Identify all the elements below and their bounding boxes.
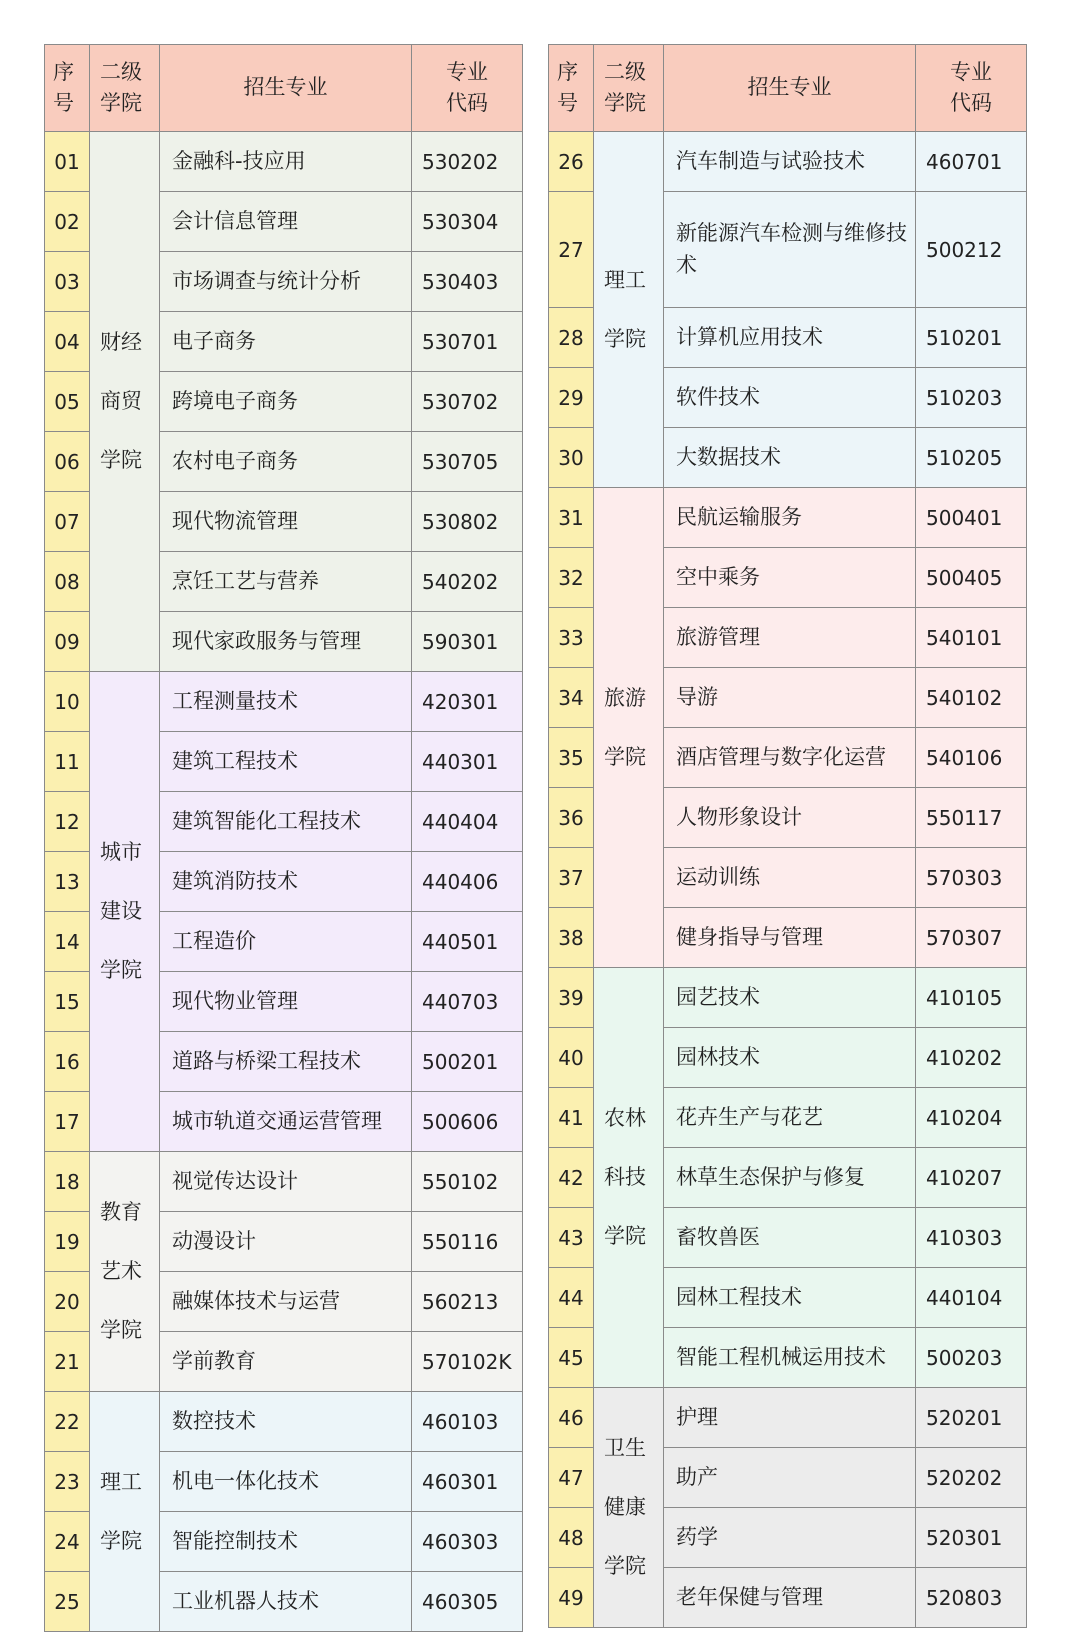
major-code: 500212 [916,192,1027,308]
major-name: 健身指导与管理 [664,908,916,968]
header-row [549,45,1027,132]
major-name: 建筑智能化工程技术 [160,792,412,852]
header-code: 专业代码 [412,45,523,132]
row-seq: 42 [549,1148,594,1208]
major-name: 建筑工程技术 [160,732,412,792]
row-seq: 17 [45,1092,90,1152]
major-code: 570303 [916,848,1027,908]
major-code: 440501 [412,912,523,972]
major-name: 汽车制造与试验技术 [664,132,916,192]
major-name: 民航运输服务 [664,488,916,548]
major-name: 酒店管理与数字化运营 [664,728,916,788]
row-seq: 46 [549,1388,594,1448]
row-seq: 01 [45,132,90,192]
row-seq: 35 [549,728,594,788]
majors-table-right [548,44,1027,1628]
major-code: 540101 [916,608,1027,668]
major-code: 410303 [916,1208,1027,1268]
row-seq: 02 [45,192,90,252]
major-name: 智能控制技术 [160,1512,412,1572]
major-name: 建筑消防技术 [160,852,412,912]
major-code: 570102K [412,1332,523,1392]
college-name: 财经商贸学院 [100,330,142,472]
major-code: 440104 [916,1268,1027,1328]
table-row [45,672,523,732]
college-name: 卫生健康学院 [604,1436,646,1578]
major-code: 520803 [916,1568,1027,1628]
major-name: 空中乘务 [664,548,916,608]
college-cell [594,488,664,968]
table-row [549,488,1027,548]
major-name: 导游 [664,668,916,728]
major-code: 410202 [916,1028,1027,1088]
row-seq: 44 [549,1268,594,1328]
major-code: 540202 [412,552,523,612]
major-name: 金融科-技应用 [160,132,412,192]
college-name: 旅游学院 [604,685,646,769]
row-seq: 15 [45,972,90,1032]
major-code: 530202 [412,132,523,192]
major-name: 融媒体技术与运营 [160,1272,412,1332]
row-seq: 33 [549,608,594,668]
header-major: 招生专业 [664,45,916,132]
major-code: 410204 [916,1088,1027,1148]
college-cell [90,1152,160,1392]
major-name: 农村电子商务 [160,432,412,492]
major-code: 500201 [412,1032,523,1092]
major-code: 460103 [412,1392,523,1452]
major-name: 老年保健与管理 [664,1568,916,1628]
major-name: 工程造价 [160,912,412,972]
header-major: 招生专业 [160,45,412,132]
row-seq: 13 [45,852,90,912]
college-name: 理工学院 [604,267,646,351]
row-seq: 23 [45,1452,90,1512]
row-seq: 25 [45,1572,90,1632]
major-name: 护理 [664,1388,916,1448]
major-name: 学前教育 [160,1332,412,1392]
major-code: 410105 [916,968,1027,1028]
table-row [45,132,523,192]
row-seq: 29 [549,368,594,428]
row-seq: 21 [45,1332,90,1392]
major-code: 460301 [412,1452,523,1512]
major-code: 510201 [916,308,1027,368]
major-name: 智能工程机械运用技术 [664,1328,916,1388]
major-name: 药学 [664,1508,916,1568]
major-code: 540106 [916,728,1027,788]
major-code: 530705 [412,432,523,492]
major-code: 530701 [412,312,523,372]
header-row [45,45,523,132]
row-seq: 30 [549,428,594,488]
row-seq: 49 [549,1568,594,1628]
major-code: 530702 [412,372,523,432]
major-name: 烹饪工艺与营养 [160,552,412,612]
row-seq: 39 [549,968,594,1028]
major-name: 旅游管理 [664,608,916,668]
major-code: 530802 [412,492,523,552]
row-seq: 36 [549,788,594,848]
major-name: 道路与桥梁工程技术 [160,1032,412,1092]
major-name: 计算机应用技术 [664,308,916,368]
row-seq: 08 [45,552,90,612]
header-college: 二级学院 [594,45,664,132]
major-code: 440404 [412,792,523,852]
major-name: 运动训练 [664,848,916,908]
major-name: 畜牧兽医 [664,1208,916,1268]
header-seq: 序号 [45,45,90,132]
college-cell [90,1392,160,1632]
row-seq: 11 [45,732,90,792]
row-seq: 43 [549,1208,594,1268]
majors-table-left [44,44,523,1632]
row-seq: 03 [45,252,90,312]
major-name: 城市轨道交通运营管理 [160,1092,412,1152]
row-seq: 47 [549,1448,594,1508]
major-code: 550102 [412,1152,523,1212]
college-name: 理工学院 [100,1469,142,1553]
header-college: 二级学院 [90,45,160,132]
major-code: 460701 [916,132,1027,192]
major-code: 550117 [916,788,1027,848]
major-code: 520202 [916,1448,1027,1508]
major-code: 460303 [412,1512,523,1572]
major-name: 现代家政服务与管理 [160,612,412,672]
row-seq: 26 [549,132,594,192]
row-seq: 18 [45,1152,90,1212]
table-row [45,1152,523,1212]
major-code: 500203 [916,1328,1027,1388]
major-name: 会计信息管理 [160,192,412,252]
college-cell [594,132,664,488]
row-seq: 16 [45,1032,90,1092]
major-name: 市场调查与统计分析 [160,252,412,312]
table-row [549,132,1027,192]
major-code: 520201 [916,1388,1027,1448]
header-code: 专业代码 [916,45,1027,132]
row-seq: 10 [45,672,90,732]
row-seq: 31 [549,488,594,548]
major-name: 视觉传达设计 [160,1152,412,1212]
major-name: 现代物业管理 [160,972,412,1032]
college-cell [594,968,664,1388]
major-code: 410207 [916,1148,1027,1208]
row-seq: 28 [549,308,594,368]
major-code: 550116 [412,1212,523,1272]
row-seq: 14 [45,912,90,972]
row-seq: 07 [45,492,90,552]
table-row [549,968,1027,1028]
row-seq: 22 [45,1392,90,1452]
major-name: 园艺技术 [664,968,916,1028]
major-name: 软件技术 [664,368,916,428]
major-code: 500405 [916,548,1027,608]
row-seq: 34 [549,668,594,728]
major-name: 助产 [664,1448,916,1508]
college-cell [594,1388,664,1628]
row-seq: 19 [45,1212,90,1272]
row-seq: 48 [549,1508,594,1568]
major-code: 500606 [412,1092,523,1152]
row-seq: 20 [45,1272,90,1332]
row-seq: 06 [45,432,90,492]
major-name: 电子商务 [160,312,412,372]
major-name: 数控技术 [160,1392,412,1452]
major-code: 420301 [412,672,523,732]
major-name: 现代物流管理 [160,492,412,552]
table-body-right [549,132,1027,1628]
major-name: 园林技术 [664,1028,916,1088]
major-code: 530403 [412,252,523,312]
table-body-left [45,132,523,1632]
major-code: 570307 [916,908,1027,968]
table-row [45,1392,523,1452]
row-seq: 05 [45,372,90,432]
row-seq: 45 [549,1328,594,1388]
major-name: 机电一体化技术 [160,1452,412,1512]
major-code: 440406 [412,852,523,912]
college-name: 教育艺术学院 [100,1200,142,1342]
major-code: 540102 [916,668,1027,728]
row-seq: 40 [549,1028,594,1088]
college-name: 城市建设学院 [100,840,142,982]
major-name: 人物形象设计 [664,788,916,848]
major-code: 460305 [412,1572,523,1632]
row-seq: 41 [549,1088,594,1148]
major-name: 园林工程技术 [664,1268,916,1328]
row-seq: 32 [549,548,594,608]
row-seq: 27 [549,192,594,308]
major-code: 560213 [412,1272,523,1332]
row-seq: 04 [45,312,90,372]
major-name: 花卉生产与花艺 [664,1088,916,1148]
row-seq: 37 [549,848,594,908]
row-seq: 24 [45,1512,90,1572]
major-code: 510205 [916,428,1027,488]
major-code: 530304 [412,192,523,252]
college-cell [90,672,160,1152]
college-name: 农林科技学院 [604,1106,646,1248]
major-name: 新能源汽车检测与维修技术 [664,192,916,308]
table-row [549,1388,1027,1448]
major-name: 工业机器人技术 [160,1572,412,1632]
major-code: 440703 [412,972,523,1032]
row-seq: 12 [45,792,90,852]
major-code: 590301 [412,612,523,672]
major-name: 大数据技术 [664,428,916,488]
major-name: 跨境电子商务 [160,372,412,432]
major-name: 动漫设计 [160,1212,412,1272]
row-seq: 38 [549,908,594,968]
college-cell [90,132,160,672]
major-code: 500401 [916,488,1027,548]
major-name: 工程测量技术 [160,672,412,732]
row-seq: 09 [45,612,90,672]
major-name: 林草生态保护与修复 [664,1148,916,1208]
major-code: 510203 [916,368,1027,428]
major-code: 440301 [412,732,523,792]
major-code: 520301 [916,1508,1027,1568]
header-seq: 序号 [549,45,594,132]
